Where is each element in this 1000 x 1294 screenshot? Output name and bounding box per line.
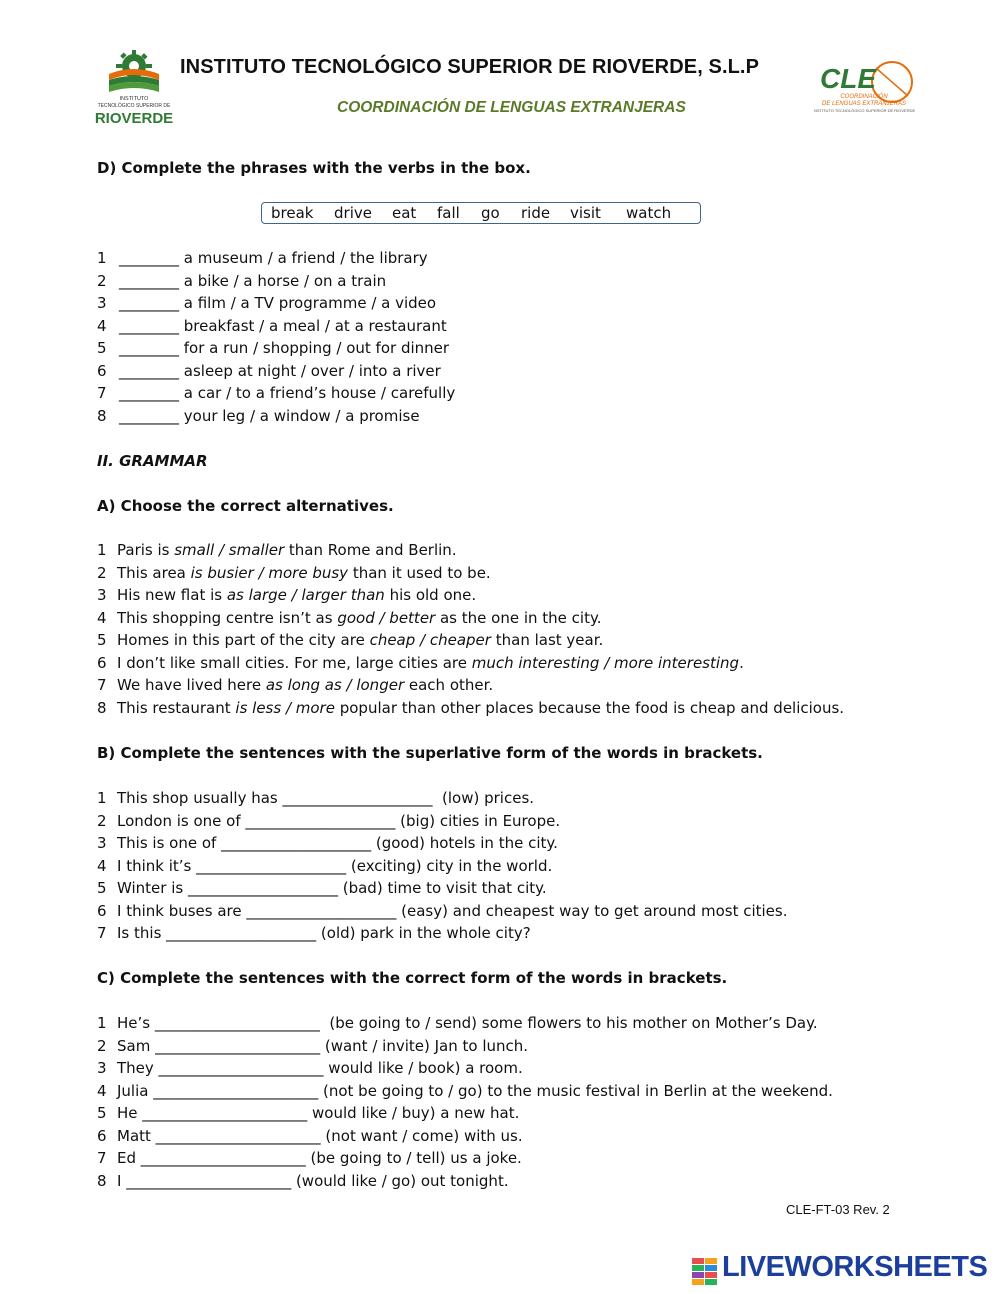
item-number: 3 <box>97 294 107 312</box>
item-number: 6 <box>97 901 107 920</box>
verb-ride: ride <box>521 204 551 222</box>
alternative-item <box>97 586 476 604</box>
section-c-heading: C) Complete the sentences with the correct form of the words in brackets. <box>97 969 728 987</box>
alternative-item <box>97 631 603 649</box>
superlative-item <box>97 789 534 807</box>
item-number: 4 <box>97 608 107 627</box>
form-text: Julia ______________________ (not be going to / go) to the music festival in Berlin at the weekend. <box>117 1081 833 1100</box>
coordination-subtitle: COORDINACIÓN DE LENGUAS EXTRANJERAS <box>337 99 686 116</box>
logo-line1: INSTITUTO <box>119 96 149 102</box>
cle-line1: COORDINACIÓN <box>840 94 888 100</box>
item-number: 8 <box>97 406 107 425</box>
item-number: 8 <box>97 1171 107 1190</box>
superlative-item <box>97 812 560 830</box>
item-number: 1 <box>97 1014 107 1032</box>
section-d-heading: D) Complete the phrases with the verbs in the box. <box>97 159 531 177</box>
sentence-before: Homes in this part of the city are <box>117 631 370 649</box>
superlative-text: I think it’s ____________________ (exciting) city in the world. <box>117 856 553 875</box>
form-item <box>97 1059 523 1077</box>
superlative-text: This is one of ____________________ (good) hotels in the city. <box>117 834 558 852</box>
phrase-text: ________ asleep at night / over / into a river <box>119 361 441 380</box>
item-number: 3 <box>97 1059 107 1077</box>
verb-box <box>261 202 701 224</box>
liveworksheets-brand: LIVEWORKSHEETS <box>722 1251 988 1283</box>
phrase-item <box>97 317 447 335</box>
sentence-after: than it used to be. <box>348 563 491 582</box>
sentence-before: Paris is <box>117 541 175 559</box>
phrase-text: ________ for a run / shopping / out for dinner <box>119 339 450 357</box>
item-number: 3 <box>97 834 107 852</box>
item-number: 4 <box>97 316 107 335</box>
form-item <box>97 1037 528 1055</box>
cle-brand: CLE <box>820 63 876 94</box>
sentence-after: his old one. <box>384 586 477 604</box>
form-item <box>97 1104 519 1122</box>
phrase-text: ________ a car / to a friend’s house / carefully <box>119 384 456 402</box>
superlative-text: Winter is ____________________ (bad) time to visit that city. <box>117 879 547 897</box>
superlative-item <box>97 902 788 920</box>
verb-break: break <box>271 204 314 222</box>
form-item <box>97 1082 833 1100</box>
item-number: 1 <box>97 249 107 267</box>
phrase-text: ________ a film / a TV programme / a video <box>119 294 437 312</box>
item-number: 4 <box>97 856 107 875</box>
phrase-item <box>97 272 386 290</box>
alternatives-text: good / better <box>337 608 436 627</box>
sentence-after: popular than other places because the food is cheap and delicious. <box>334 698 845 717</box>
alternative-item <box>97 564 491 582</box>
superlative-text: This shop usually has ____________________ (low) prices. <box>117 789 535 807</box>
cle-line3: INSTITUTO TECNOLÓGICO SUPERIOR DE RIOVERDE <box>814 108 916 113</box>
sentence-before: This shopping centre isn’t as <box>117 608 338 627</box>
sentence-before: I don’t like small cities. For me, large cities are <box>117 653 472 672</box>
item-number: 6 <box>97 1126 107 1145</box>
verb-fall: fall <box>437 204 460 222</box>
superlative-item <box>97 924 531 942</box>
item-number: 5 <box>97 1104 107 1122</box>
sentence-after: as the one in the city. <box>435 608 602 627</box>
alternatives-text: is less / more <box>235 698 335 717</box>
phrase-item <box>97 407 420 425</box>
verb-eat: eat <box>392 204 417 222</box>
phrase-item <box>97 384 455 402</box>
cle-logo <box>814 58 918 120</box>
form-item <box>97 1172 509 1190</box>
verb-drive: drive <box>334 204 372 222</box>
item-number: 1 <box>97 541 107 559</box>
item-number: 2 <box>97 1036 107 1055</box>
form-text: Matt ______________________ (not want / come) with us. <box>117 1126 523 1145</box>
phrase-text: ________ your leg / a window / a promise <box>119 406 420 425</box>
form-code: CLE-FT-03 Rev. 2 <box>786 1202 890 1217</box>
sentence-before: This restaurant <box>117 698 236 717</box>
item-number: 5 <box>97 631 107 649</box>
alternative-item <box>97 541 457 559</box>
logo-name: RIOVERDE <box>94 110 174 127</box>
alternatives-text: cheap / cheaper <box>369 631 491 649</box>
phrase-item <box>97 249 428 267</box>
verb-watch: watch <box>626 204 672 222</box>
alternative-item <box>97 654 744 672</box>
verb-go: go <box>481 204 500 222</box>
section-a-heading: A) Choose the correct alternatives. <box>97 497 394 515</box>
sentence-before: His new flat is <box>117 586 227 604</box>
superlative-item <box>97 857 552 875</box>
item-number: 6 <box>97 653 107 672</box>
sentence-after: . <box>739 653 744 672</box>
superlative-text: I think buses are ____________________ (easy) and cheapest way to get around most cities. <box>117 901 788 920</box>
alternatives-text: much interesting / more interesting <box>471 653 740 672</box>
logo-line2: TECNOLÓGICO SUPERIOR DE <box>97 103 171 109</box>
alternatives-text: as long as / longer <box>265 676 405 694</box>
form-item <box>97 1149 522 1167</box>
form-text: I ______________________ (would like / go) out tonight. <box>117 1171 509 1190</box>
phrase-text: ________ a museum / a friend / the library <box>119 249 428 267</box>
institute-title: INSTITUTO TECNOLÓGICO SUPERIOR DE RIOVERDE, S.L.P <box>180 56 760 78</box>
liveworksheets-badge-icon <box>692 1252 718 1286</box>
sentence-after: than Rome and Berlin. <box>284 541 457 559</box>
phrase-text: ________ breakfast / a meal / at a restaurant <box>119 316 447 335</box>
superlative-item <box>97 834 558 852</box>
form-text: Sam ______________________ (want / invite) Jan to lunch. <box>117 1036 529 1055</box>
item-number: 2 <box>97 811 107 830</box>
superlative-item <box>97 879 547 897</box>
alternatives-text: is busier / more busy <box>190 563 349 582</box>
alternatives-text: small / smaller <box>174 541 285 559</box>
item-number: 5 <box>97 879 107 897</box>
form-text: Ed ______________________ (be going to / tell) us a joke. <box>117 1149 522 1167</box>
superlative-text: Is this ____________________ (old) park in the whole city? <box>117 924 531 942</box>
form-text: He ______________________ would like / buy) a new hat. <box>117 1104 520 1122</box>
rioverde-logo <box>94 50 174 128</box>
item-number: 3 <box>97 586 107 604</box>
cle-line2: DE LENGUAS EXTRANJERAS <box>821 101 907 107</box>
alternative-item <box>97 676 493 694</box>
phrase-item <box>97 362 441 380</box>
item-number: 7 <box>97 676 107 694</box>
item-number: 6 <box>97 361 107 380</box>
phrase-item <box>97 294 436 312</box>
item-number: 7 <box>97 1149 107 1167</box>
item-number: 1 <box>97 789 107 807</box>
item-number: 7 <box>97 384 107 402</box>
form-text: They ______________________ would like / book) a room. <box>117 1059 523 1077</box>
sentence-after: each other. <box>404 676 494 694</box>
alternatives-text: as large / larger than <box>226 586 385 604</box>
item-number: 5 <box>97 339 107 357</box>
alternative-item <box>97 699 844 717</box>
phrase-item <box>97 339 449 357</box>
form-text: He’s ______________________ (be going to / send) some flowers to his mother on Mother’s Day. <box>117 1014 818 1032</box>
sentence-before: This area <box>117 563 191 582</box>
form-item <box>97 1127 523 1145</box>
section-b-heading: B) Complete the sentences with the superlative form of the words in brackets. <box>97 744 763 762</box>
item-number: 4 <box>97 1081 107 1100</box>
alternative-item <box>97 609 601 627</box>
verb-visit: visit <box>570 204 601 222</box>
form-item <box>97 1014 818 1032</box>
item-number: 2 <box>97 563 107 582</box>
item-number: 2 <box>97 271 107 290</box>
sentence-after: than last year. <box>490 631 604 649</box>
superlative-text: London is one of ____________________ (big) cities in Europe. <box>117 811 561 830</box>
grammar-title: II. GRAMMAR <box>97 452 208 470</box>
sentence-before: We have lived here <box>117 676 266 694</box>
phrase-text: ________ a bike / a horse / on a train <box>119 271 387 290</box>
item-number: 8 <box>97 698 107 717</box>
item-number: 7 <box>97 924 107 942</box>
